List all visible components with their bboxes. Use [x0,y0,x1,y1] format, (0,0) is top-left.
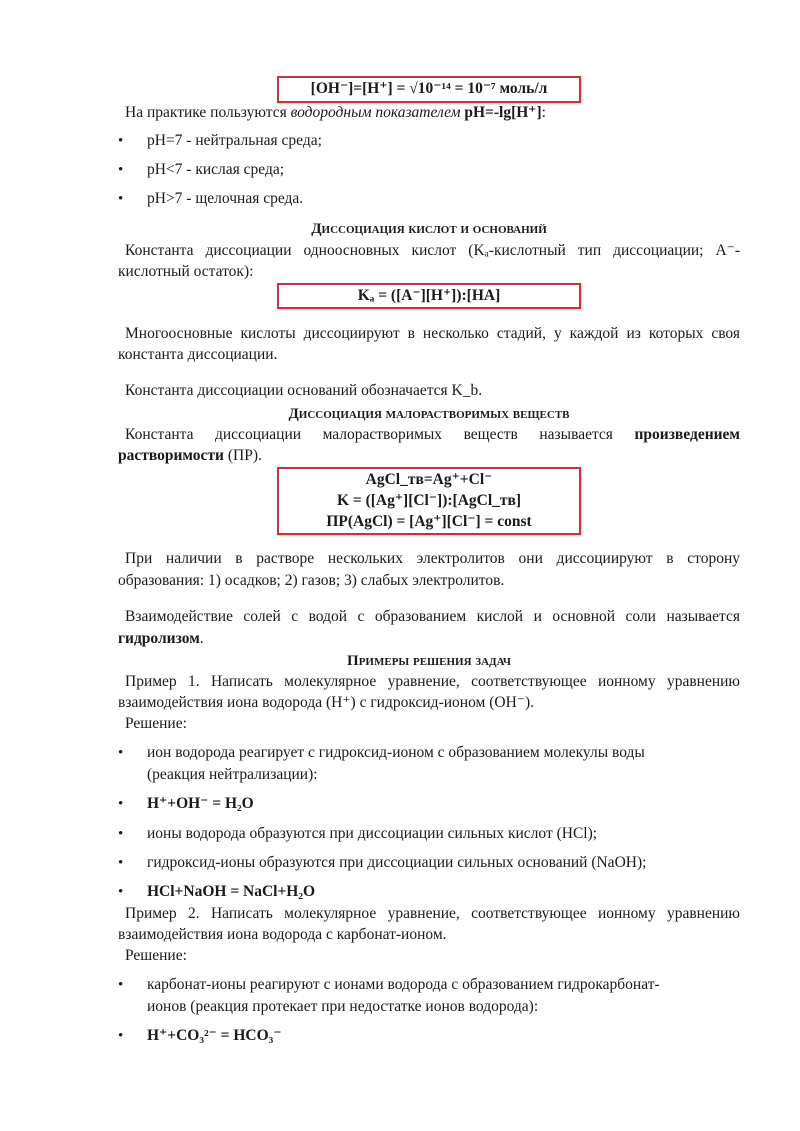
bullet-icon: • [118,191,124,207]
list-item-bicarbonate-equation: • H⁺+CO₃²⁻ = HCO₃⁻ [118,1025,740,1047]
solution1-label: Решение: [125,715,187,732]
list-item-bicarbonate: • карбонат-ионы реагируют с ионами водорода с образованием гидрокарбонат- ионов (реакция протекает при недостатке ионов водорода): [118,976,660,1015]
formula-water-ionization: [OH⁻]=[H⁺] = √10⁻¹⁴ = 10⁻⁷ моль/л [310,80,548,97]
formula-ph: pH=-lg[H⁺] [460,104,542,121]
formula-box-water-ionization [277,76,581,103]
paragraph-solubility-product-line1: Константа диссоциации малорастворимых веществ называется произведением [125,426,740,443]
paragraph-example2: Пример 2. Написать молекулярное уравнение, соответствующее ионному уравнению взаимодействия иона водорода с карбонат-ионом. [118,905,740,943]
section-heading-low-solubility: Диссоциация малорастворимых веществ [288,406,570,422]
solution2-label: Решение: [125,947,187,964]
bullet-icon: • [118,796,124,812]
list-item-molecular-equation1: • HCl+NaOH = NaCl+H₂O [118,881,740,903]
section-heading-examples: Примеры решения задач [347,653,511,669]
paragraph-electrolytes: При наличии в растворе нескольких электролитов они диссоциируют в сторону образования: 1) осадков; 2) газов; 3) слабых электролитов. [118,550,740,589]
bullet-icon: • [118,745,124,761]
list-item-water-equation: • H⁺+OH⁻ = H₂O [118,793,740,815]
italic-term-hydrogen-index: водородным показателем [290,104,461,121]
paragraph-polybasic-acids: Многоосновные кислоты диссоциируют в несколько стадий, у каждой из которых своя константа диссоциации. [118,325,740,363]
bullet-icon: • [118,855,124,871]
bullet-icon: • [118,162,124,178]
formula-agcl-product: ПР(AgCl) = [Ag⁺][Cl⁻] = const [326,513,532,530]
formula-box-acid-constant [277,283,581,309]
list-item-ph-neutral: • pH=7 - нейтральная среда; [118,130,740,152]
bullet-icon: • [118,133,124,149]
bold-term-product: произведением [634,426,740,443]
formula-agcl-dissociation: AgCl_тв=Ag⁺+Cl⁻ [365,471,493,488]
list-item-ph-alkaline: • pH>7 - щелочная среда. [118,188,740,210]
formula-box-solubility-product [277,467,581,535]
formula-acid-constant: Kₐ = ([A⁻][H⁺]):[HA] [357,287,501,304]
bullet-icon: • [118,977,124,993]
paragraph-base-constant: Константа диссоциации оснований обозначается K_b. [125,382,483,399]
paragraph-ph-definition: На практике пользуются водородным показателем pH=-lg[H⁺]: [125,104,546,121]
formula-agcl-constant: K = ([Ag⁺][Cl⁻]):[AgCl_тв] [336,492,522,509]
section-heading-acids-bases: Диссоциация кислот и оснований [311,221,547,237]
list-item-acid-dissociation: • ионы водорода образуются при диссоциации сильных кислот (HCl); [118,823,740,845]
list-item-neutralization: • ион водорода реагирует с гидроксид-ионом с образованием молекулы воды (реакция нейтрализации): [118,744,645,783]
list-item-base-dissociation: • гидроксид-ионы образуются при диссоциации сильных оснований (NaOH); [118,852,740,874]
bold-term-solubility: растворимости [118,447,224,464]
paragraph-acid-constant: Константа диссоциации одноосновных кислот (Kₐ-кислотный тип диссоциации; A⁻-кислотный остаток): [118,242,740,280]
bullet-icon: • [118,884,124,900]
list-item-ph-acid: • pH<7 - кислая среда; [118,159,740,181]
paragraph-example1: Пример 1. Написать молекулярное уравнение, соответствующее ионному уравнению взаимодействия иона водорода (H⁺) с гидроксид-ионом (OH⁻). [118,673,740,711]
paragraph-solubility-product-line2: растворимости (ПР). [118,447,262,464]
bullet-icon: • [118,826,124,842]
paragraph-hydrolysis: Взаимодействие солей с водой с образованием кислой и основной соли называется гидролизом. [118,608,740,647]
bold-term-hydrolysis: гидролизом [118,630,200,647]
bullet-icon: • [118,1028,124,1044]
